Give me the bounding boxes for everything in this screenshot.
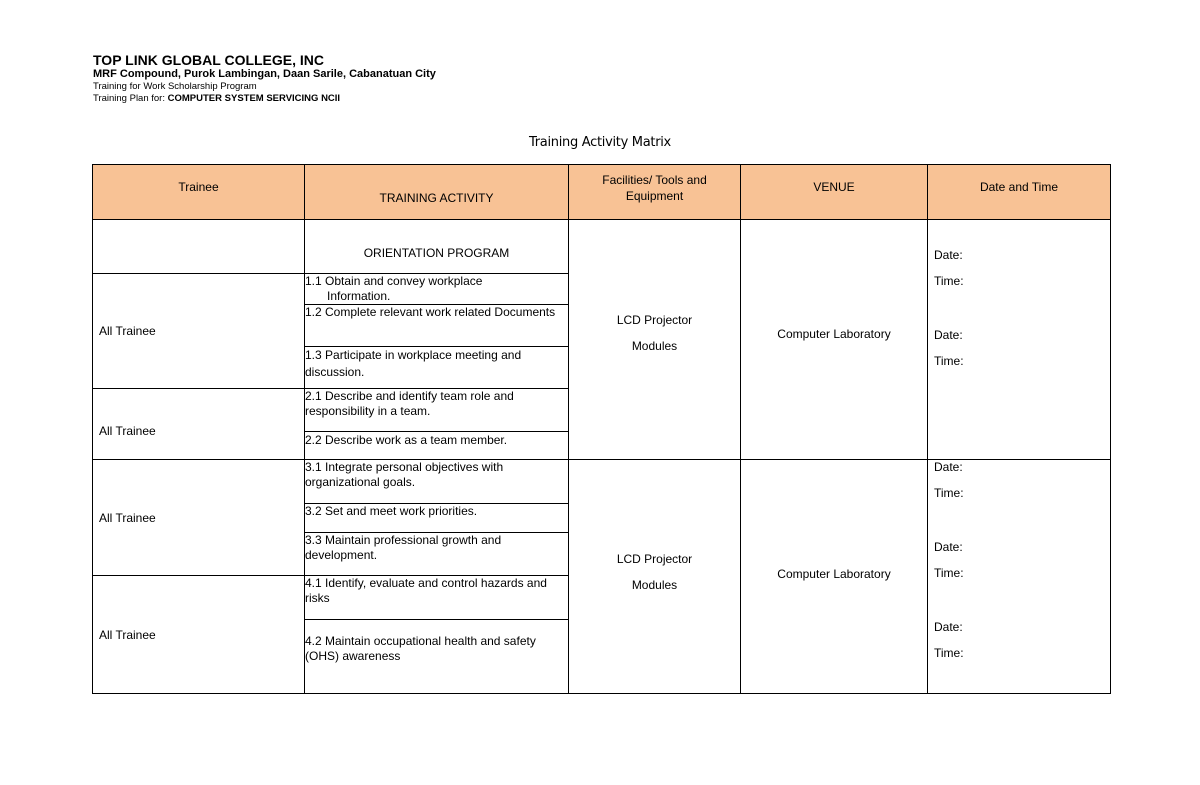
- activity-cell: 3.2 Set and meet work priorities.: [305, 504, 569, 533]
- time-label: Time:: [934, 274, 964, 288]
- activity-cell: 4.1 Identify, evaluate and control hazards and risks: [305, 576, 569, 620]
- trainee-cell: All Trainee: [93, 389, 305, 460]
- facilities-cell: [569, 220, 741, 460]
- datetime-cell: [928, 460, 1111, 694]
- document-header: [93, 53, 436, 103]
- activity-cell: 1.1 Obtain and convey workplace Information.: [305, 274, 569, 305]
- activity-cell: 3.1 Integrate personal objectives with organizational goals.: [305, 460, 569, 504]
- datetime-cell: [928, 220, 1111, 460]
- plan-value: COMPUTER SYSTEM SERVICING NCII: [167, 92, 341, 104]
- facilities-cell: [569, 460, 741, 694]
- college-name: TOP LINK GLOBAL COLLEGE, INC: [93, 52, 325, 68]
- facility-item: LCD Projector: [616, 312, 693, 327]
- time-label: Time:: [934, 486, 964, 500]
- plan-label: Training Plan for:: [93, 92, 165, 104]
- header-facilities: Facilities/ Tools and Equipment: [569, 165, 741, 220]
- table-row: [93, 220, 1111, 274]
- activity-cell: 2.2 Describe work as a team member.: [305, 432, 569, 460]
- trainee-cell: All Trainee: [93, 576, 305, 694]
- college-address: MRF Compound, Purok Lambingan, Daan Sarile, Cabanatuan City: [93, 68, 436, 80]
- training-matrix-table: [92, 164, 1111, 694]
- date-label: Date:: [934, 540, 963, 554]
- facility-item: LCD Projector: [616, 551, 693, 566]
- time-label: Time:: [934, 354, 964, 368]
- activity-cell: 1.3 Participate in workplace meeting and discussion.: [305, 347, 569, 389]
- date-label: Date:: [934, 328, 963, 342]
- activity-cell: 1.2 Complete relevant work related Documents: [305, 305, 569, 347]
- activity-cell: 3.3 Maintain professional growth and development.: [305, 533, 569, 576]
- page-title: Training Activity Matrix: [529, 135, 671, 150]
- program-name: Training for Work Scholarship Program: [93, 81, 257, 92]
- trainee-cell: All Trainee: [93, 460, 305, 576]
- facility-item: Modules: [631, 338, 678, 353]
- facility-item: Modules: [631, 577, 678, 592]
- table-header-row: [93, 165, 1111, 220]
- time-label: Time:: [934, 566, 964, 580]
- table-row: [93, 460, 1111, 504]
- header-venue: VENUE: [741, 165, 928, 220]
- date-label: Date:: [934, 248, 963, 262]
- time-label: Time:: [934, 646, 964, 660]
- header-datetime: Date and Time: [928, 165, 1111, 220]
- trainee-cell: All Trainee: [93, 274, 305, 389]
- activity-cell: 4.2 Maintain occupational health and safety (OHS) awareness: [305, 620, 569, 694]
- venue-cell: Computer Laboratory: [741, 220, 928, 460]
- activity-cell: ORIENTATION PROGRAM: [305, 220, 569, 274]
- venue-cell: Computer Laboratory: [741, 460, 928, 694]
- date-label: Date:: [934, 620, 963, 634]
- trainee-empty-cell: [93, 220, 305, 274]
- header-trainee: Trainee: [93, 165, 305, 220]
- activity-cell: 2.1 Describe and identify team role and responsibility in a team.: [305, 389, 569, 432]
- training-plan-line: [93, 94, 436, 104]
- header-activity: TRAINING ACTIVITY: [305, 165, 569, 220]
- date-label: Date:: [934, 460, 963, 474]
